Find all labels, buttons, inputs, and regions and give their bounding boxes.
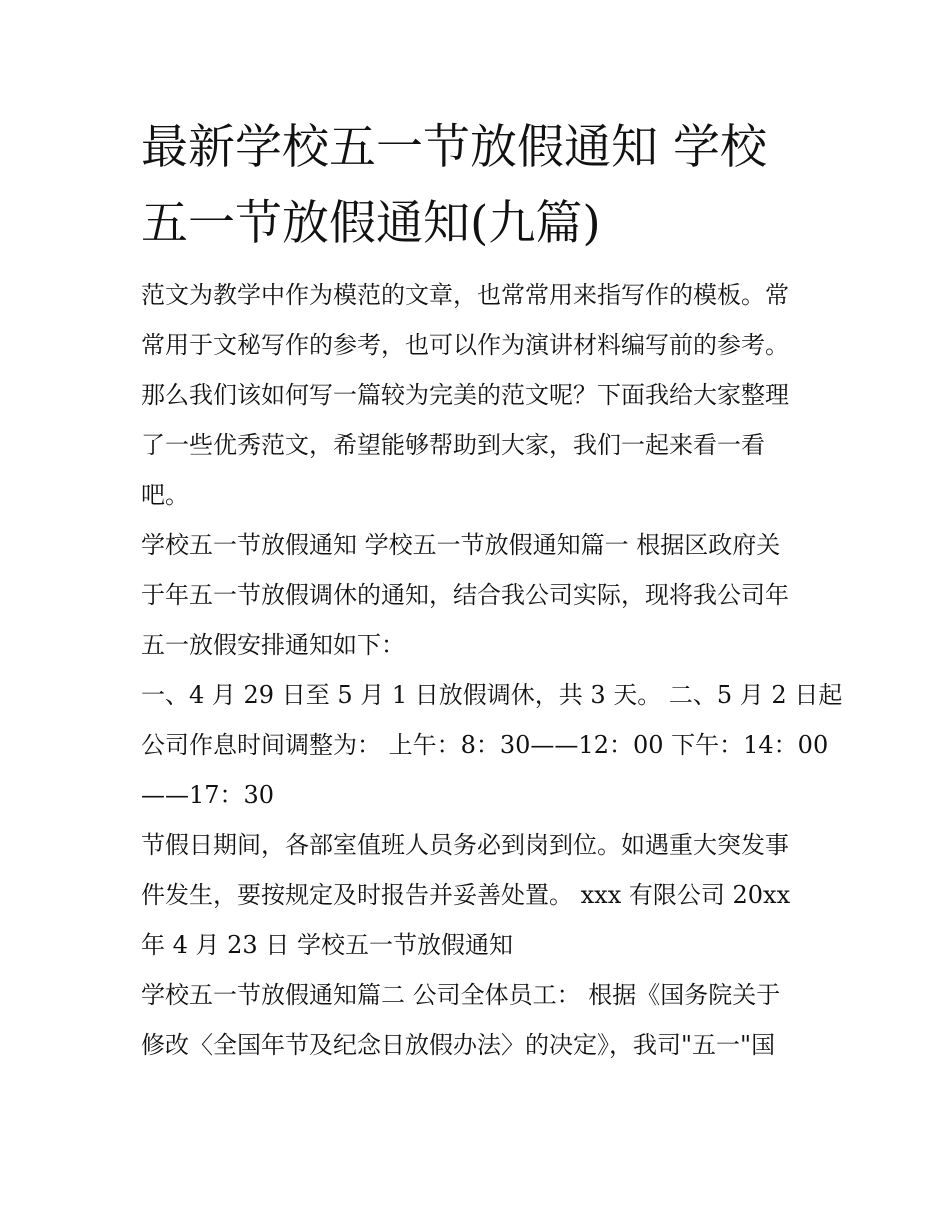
text-line: 那么我们该如何写一篇较为完美的范文呢？下面我给大家整理 xyxy=(141,381,789,409)
text-line: 年 4 月 23 日 学校五一节放假通知 xyxy=(141,931,513,959)
document-page xyxy=(141,110,843,1070)
text-line: 公司作息时间调整为： 上午：8：30——12：00 下午：14：00 xyxy=(141,731,829,759)
text-line: 了一些优秀范文，希望能够帮助到大家，我们一起来看一看 xyxy=(141,431,765,459)
text-line: 范文为教学中作为模范的文章，也常常用来指写作的模板。常 xyxy=(141,281,789,309)
text-line: 学校五一节放假通知 学校五一节放假通知篇一 根据区政府关 xyxy=(141,531,781,559)
notice-paragraph-2 xyxy=(141,970,813,1070)
title-line: 最新学校五一节放假通知 学校 xyxy=(141,120,767,175)
text-line: 修改〈全国年节及纪念日放假办法〉的决定》，我司"五一"国 xyxy=(141,1031,776,1059)
text-line: 于年五一节放假调休的通知，结合我公司实际，现将我公司年 xyxy=(141,581,789,609)
schedule-paragraph xyxy=(141,670,843,820)
text-line: 节假日期间，各部室值班人员务必到岗到位。如遇重大突发事 xyxy=(141,831,789,859)
duty-paragraph xyxy=(141,820,813,970)
text-line: ——17：30 xyxy=(141,781,275,809)
text-line: 一、4 月 29 日至 5 月 1 日放假调休，共 3 天。 二、5 月 2 日起 xyxy=(141,681,843,709)
title-line: 五一节放假通知(九篇) xyxy=(141,196,601,251)
document-title xyxy=(141,110,813,262)
text-line: 五一放假安排通知如下： xyxy=(141,631,405,659)
text-line: 吧。 xyxy=(141,481,189,509)
intro-paragraph xyxy=(141,270,813,520)
text-line: 常用于文秘写作的参考，也可以作为演讲材料编写前的参考。 xyxy=(141,331,789,359)
notice-paragraph-1 xyxy=(141,520,813,670)
text-line: 学校五一节放假通知篇二 公司全体员工： 根据《国务院关于 xyxy=(141,981,781,1009)
text-line: 件发生，要按规定及时报告并妥善处置。 xxx 有限公司 20xx xyxy=(141,881,791,909)
